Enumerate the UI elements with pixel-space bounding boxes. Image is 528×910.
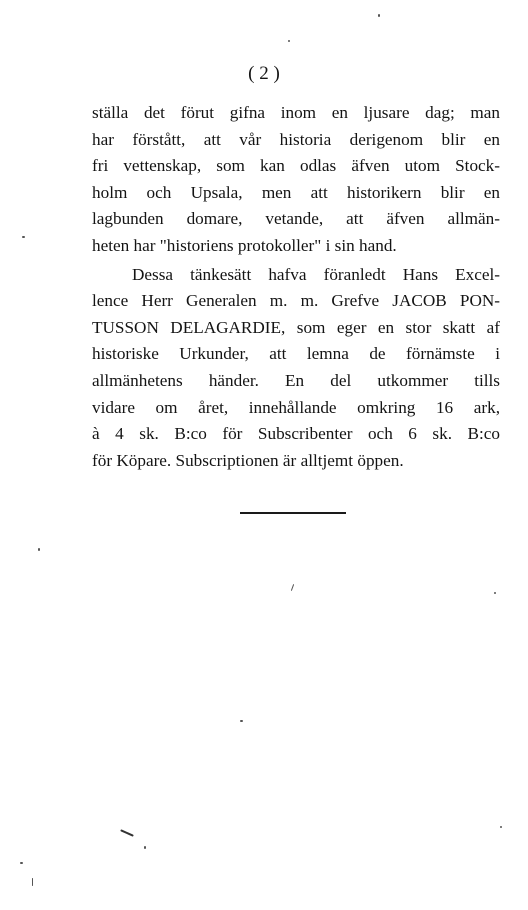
text-line: allmänhetens händer. En del utkommer tills: [92, 370, 500, 390]
text-line: fri vettenskap, som kan odlas äfven utom Stock-: [92, 156, 500, 176]
speck: [291, 584, 294, 591]
paragraph-2: [92, 262, 500, 475]
speck: [38, 548, 40, 551]
text-line: ställa det förut gifna inom en ljusare dag; man: [92, 103, 500, 122]
paragraph-1: [92, 100, 500, 260]
text-line: Dessa tänkesätt hafva föranledt Hans Excel-: [132, 264, 500, 284]
speck: [32, 878, 33, 886]
text-line: lence Herr Generalen m. m. Grefve JACOB PON-: [92, 291, 500, 311]
page-number: ( 2 ): [248, 63, 280, 84]
speck: [120, 829, 134, 837]
text-line: har förstått, att vår historia derigenom blir en: [92, 129, 500, 149]
section-divider: [240, 512, 346, 514]
text-line: vidare om året, innehållande omkring 16 ark,: [92, 397, 500, 417]
text-line: lagbunden domare, vetande, att äfven allmän-: [92, 209, 500, 229]
speck: [22, 236, 25, 238]
text-line: à 4 sk. B:co för Subscribenter och 6 sk. B:co: [92, 424, 500, 444]
text-line: historiske Urkunder, att lemna de förnämste i: [92, 344, 500, 364]
speck: [494, 592, 496, 594]
speck: [144, 846, 146, 849]
speck: [500, 826, 502, 828]
body-text: [92, 100, 500, 474]
speck: [288, 40, 290, 42]
text-line: för Köpare. Subscriptionen är alltjemt öppen.: [92, 450, 404, 470]
speck: [20, 862, 23, 864]
text-line: TUSSON DELAGARDIE, som eger en stor skatt af: [92, 317, 500, 337]
speck: [240, 720, 243, 722]
speck: [378, 14, 380, 17]
text-line: heten har "historiens protokoller" i sin hand.: [92, 235, 397, 255]
text-line: holm och Upsala, men att historikern blir en: [92, 182, 500, 202]
